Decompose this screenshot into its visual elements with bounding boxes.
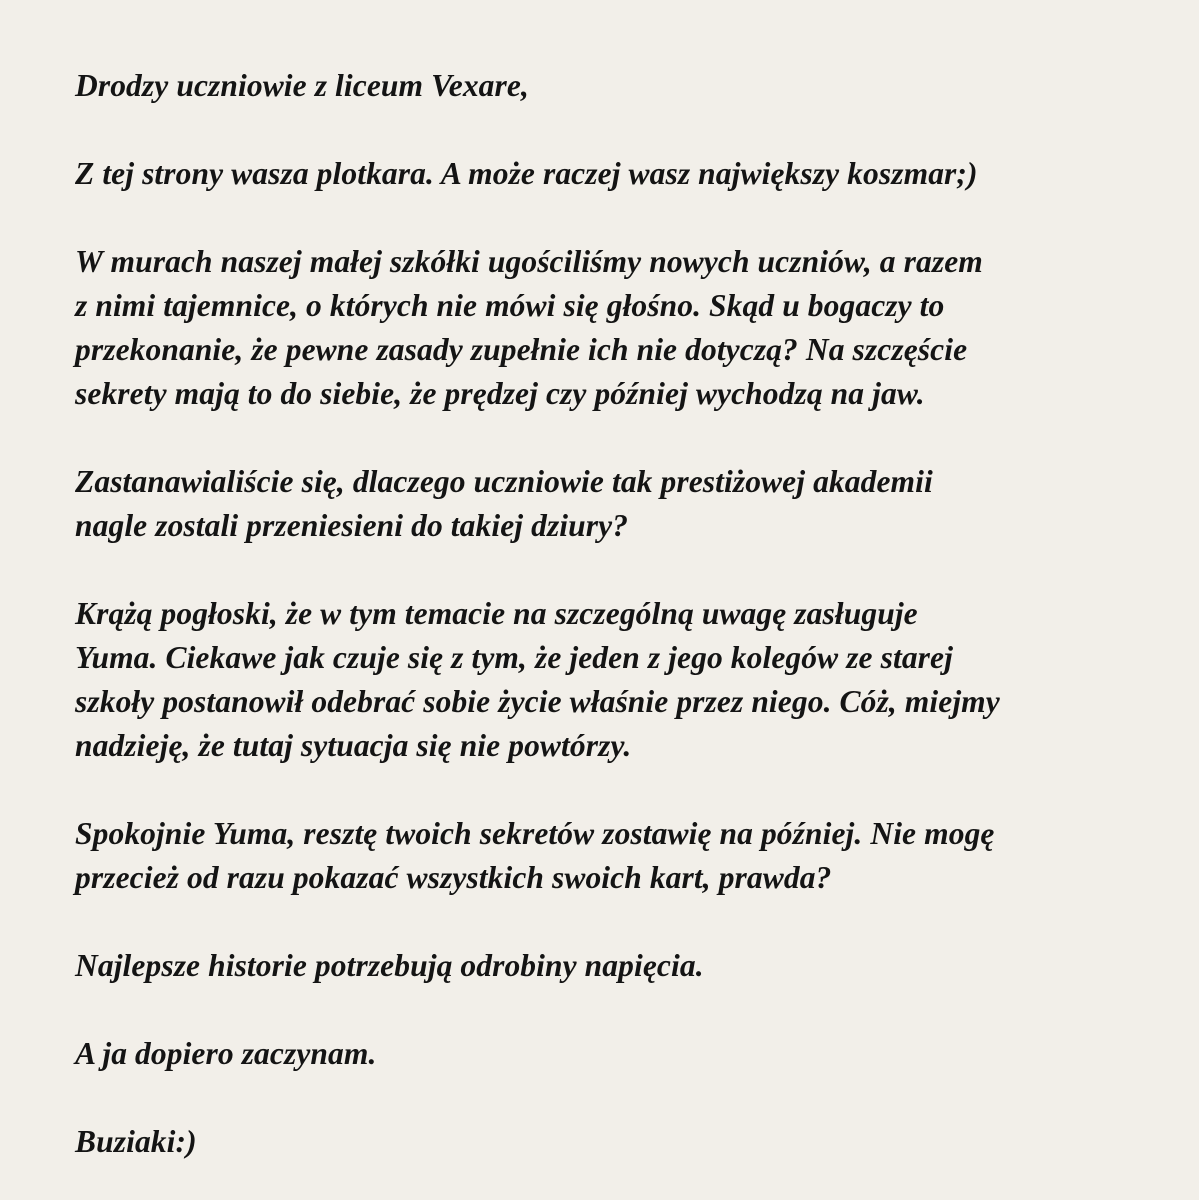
text-line: Buziaki:) [75, 1124, 197, 1159]
text-line: nagle zostali przeniesieni do takiej dziury? [75, 508, 629, 543]
text-line: przekonanie, że pewne zasady zupełnie ich nie dotyczą? Na szczęście [75, 332, 968, 367]
text-line: szkoły postanowił odebrać sobie życie właśnie przez niego. Cóż, miejmy [75, 684, 1000, 719]
tension-paragraph [75, 944, 1155, 988]
text-line: Spokojnie Yuma, resztę twoich sekretów zostawię na później. Nie mogę [75, 816, 995, 851]
text-line: Yuma. Ciekawe jak czuje się z tym, że jeden z jego kolegów ze starej [75, 640, 953, 675]
text-line: W murach naszej małej szkółki ugościliśmy nowych uczniów, a razem [75, 244, 983, 279]
text-line: z nimi tajemnice, o których nie mówi się głośno. Skąd u bogaczy to [75, 288, 945, 323]
text-line: przecież od razu pokazać wszystkich swoich kart, prawda? [75, 860, 832, 895]
intro-paragraph [75, 152, 1155, 196]
greeting-paragraph [75, 64, 1155, 108]
text-line: Z tej strony wasza plotkara. A może raczej wasz największy koszmar;) [75, 156, 978, 191]
text-line: nadzieję, że tutaj sytuacja się nie powtórzy. [75, 728, 632, 763]
secrets-paragraph [75, 240, 1155, 416]
beginning-paragraph [75, 1032, 1155, 1076]
text-line: Krążą pogłoski, że w tym temacie na szczególną uwagę zasługuje [75, 596, 918, 631]
cards-paragraph [75, 812, 1155, 900]
signoff-paragraph [75, 1120, 1155, 1164]
text-line: Drodzy uczniowie z liceum Vexare, [75, 68, 529, 103]
letter-body [75, 64, 1155, 1164]
text-line: A ja dopiero zaczynam. [75, 1036, 377, 1071]
rumors-paragraph [75, 592, 1155, 768]
text-line: sekrety mają to do siebie, że prędzej czy później wychodzą na jaw. [75, 376, 925, 411]
text-line: Zastanawialiście się, dlaczego uczniowie tak prestiżowej akademii [75, 464, 933, 499]
transfer-question-paragraph [75, 460, 1155, 548]
text-line: Najlepsze historie potrzebują odrobiny napięcia. [75, 948, 704, 983]
